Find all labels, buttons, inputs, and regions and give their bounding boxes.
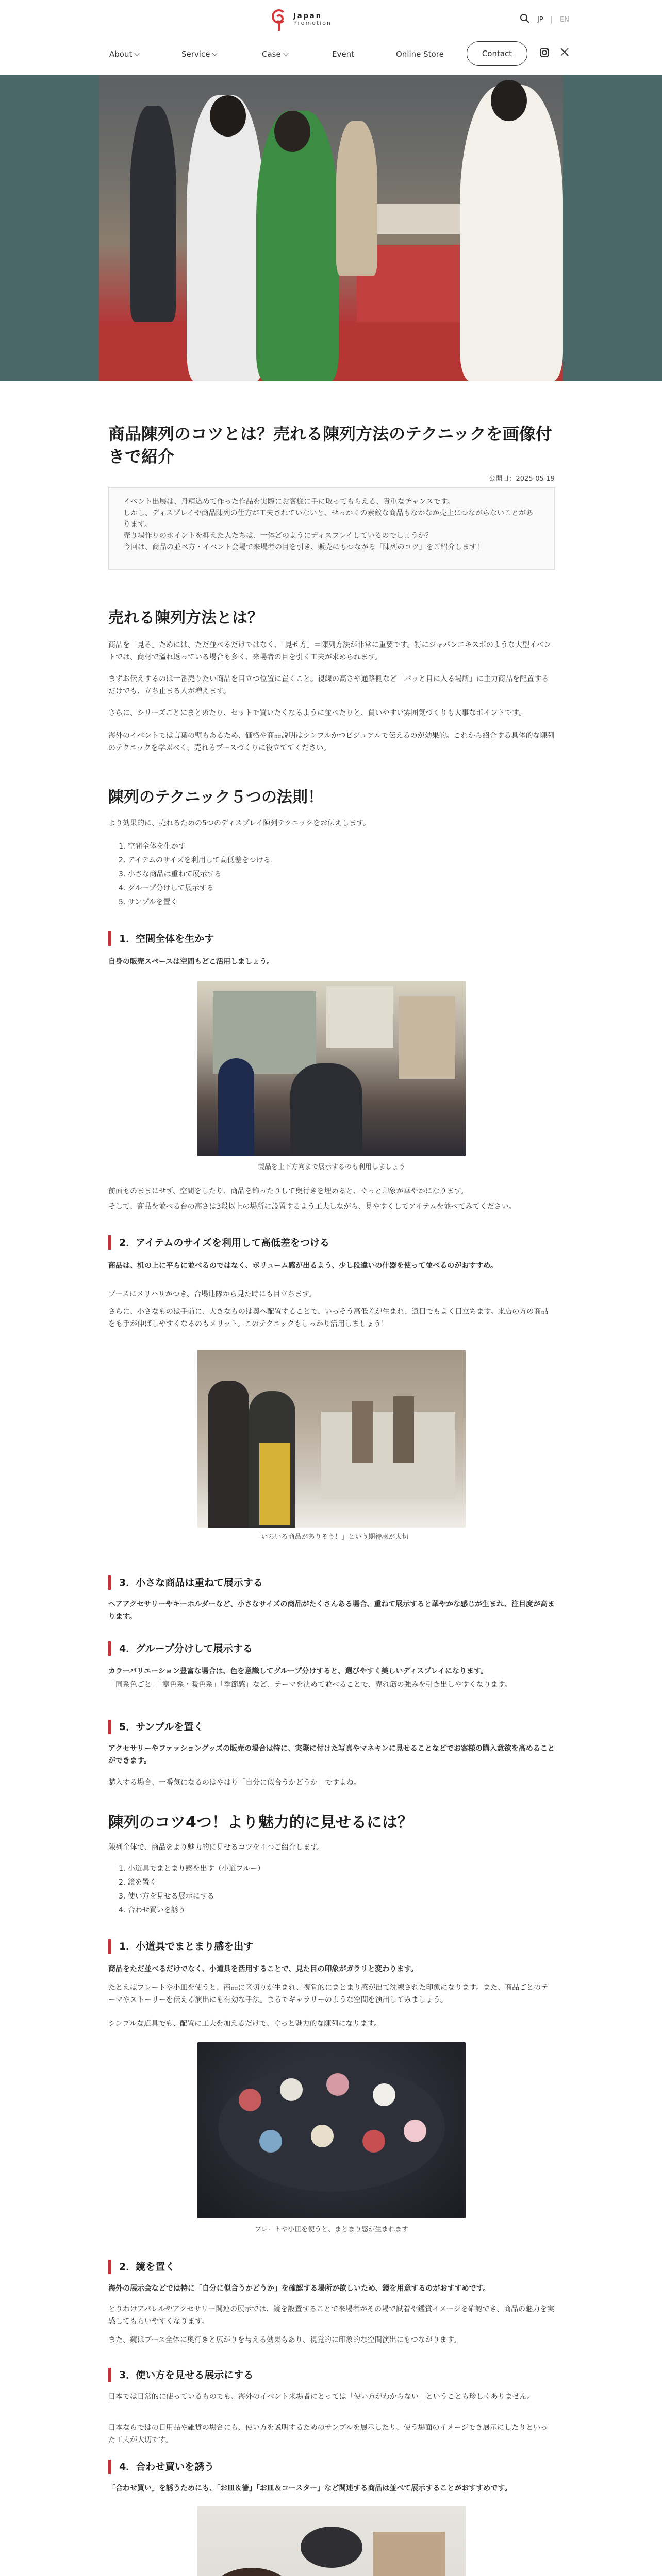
paragraph: 日本ならではの日用品や雑貨の場合にも、使い方を説明するためのサンプルを展示したり、使う場面のイメージでき展示にしたりといった工夫が大切です。 — [108, 2424, 548, 2444]
paragraph: また、鏡はブース全体に奥行きと広がりを与える効果もあり、視覚的に印象的な空間演出にもつながります。 — [108, 2336, 461, 2344]
technique-heading-5: 5．サンプルを置く — [108, 1720, 555, 1734]
logo-line2: Promotion — [293, 20, 332, 27]
paragraph: 日本では日常的に使っているものでも、海外のイベント来場者にとっては「使い方がわからない」ということも珍しくありません。 — [108, 2393, 535, 2401]
header-utilities — [520, 13, 569, 26]
lead-text: 海外の展示会などでは特に「自分に似合うかどうか」を確認する場所が欲しいため、鏡を用意するのがおすすめです。 — [108, 2284, 490, 2293]
paragraph: 海外のイベントでは言葉の壁もあるため、価格や商品説明はシンプルかつビジュアルで伝えるのが効果的。これから紹介する具体的な陳列のテクニックを学ぶべく、売れるブースづくりに役立ててください。 — [108, 732, 555, 752]
photo-booth-wall — [197, 981, 466, 1156]
technique-heading-2: 2．アイテムのサイズを利用して高低差をつける — [108, 1235, 555, 1250]
tip-heading-2: 2．鏡を置く — [108, 2260, 555, 2274]
technique-heading-1: 1．空間全体を生かす — [108, 931, 555, 946]
list-item: 1. 小道具でまとまり感を出す（小道プルー） — [119, 1865, 265, 1873]
list-item: 2. 鏡を置く — [119, 1878, 157, 1887]
lead-text: 商品は、机の上に平らに並べるのではなく、ボリューム感が出るよう、少し段違いの什器を使って並べるのがおすすめ。 — [108, 1262, 498, 1270]
lang-en-link[interactable]: EN — [560, 15, 569, 24]
paragraph: とりわけアパレルやアクセサリー関連の展示では、鏡を設置することで来場者がその場で試着や鑑賞イメージを確認でき、商品の魅力を実感してもらいやすくなります。 — [108, 2305, 555, 2326]
nav-event[interactable]: Event — [332, 49, 354, 59]
lead-text: 自身の販売スペースは空間もどこ活用しましょう。 — [108, 958, 274, 966]
photo-plates-display — [197, 2042, 466, 2218]
nav-online-store[interactable]: Online Store — [396, 49, 444, 59]
image-caption: プレートや小皿を使うと、まとまり感が生まれます — [254, 2226, 409, 2233]
paragraph: まずお伝えするのは一番売りたい商品を目立つ位置に置くこと。視線の高さや通路側など「パッと目に入る場所」に主力商品を配置するだけでも、立ち止まる人が増えます。 — [108, 675, 549, 696]
intro-box: イベント出展は、丹精込めて作った作品を実際にお客様に手に取ってもらえる、貴重なチャンスです。 しかし、ディスプレイや商品陳列の仕方が工夫されていないと、せっかくの素敵な商品もなかなか売上につながらないことがあります。 売り場作りのポイントを抑えた人たちは、一体どのようにディスプレイしているのでしょうか？ 今回は、商品の並べ方・イベント会場で来場者の目を引き、販売にもつながる「陳列のコツ」をご紹介します！ — [108, 487, 555, 570]
x-twitter-icon[interactable] — [560, 47, 569, 59]
lang-divider: | — [550, 15, 553, 24]
logo-line1: Japan — [293, 12, 322, 21]
chevron-down-icon — [283, 50, 288, 56]
technique-heading-4: 4．グループ分けして展示する — [108, 1641, 555, 1656]
contact-button[interactable]: Contact — [467, 41, 527, 66]
section-heading-2: 陳列のテクニック５つの法則！ — [108, 788, 323, 806]
hero-banner — [0, 75, 662, 381]
paragraph: ブースにメリハリがつき、合場連隊から見た時にも目立ちます。 — [108, 1290, 316, 1298]
list-item: 3. 小さな商品は重ねて展示する — [119, 870, 222, 878]
published-date: 公開日：2025-05-19 — [489, 475, 555, 483]
lead-text: 商品をただ並べるだけでなく、小道具を活用することで、見た目の印象がガラリと変わります。 — [108, 1965, 418, 1973]
chevron-down-icon — [212, 50, 218, 56]
paragraph: たとえばプレートや小皿を使うと、商品に区切りが生まれ、視覚的にまとまり感が出て洗練された印象になります。また、商品ごとのテーマやストーリーを伝える演出にも有効な手法。まるでギャラリーのような空間を演出してみましょう。 — [108, 1984, 549, 2004]
technique-list — [119, 840, 552, 909]
nav-service[interactable]: Service — [181, 49, 217, 59]
paragraph: より効果的に、売れるための5つのディスプレイ陳列テクニックをお伝えします。 — [108, 819, 371, 827]
site-header — [0, 0, 662, 75]
tip-heading-1: 1．小道具でまとまり感を出す — [108, 1939, 555, 1954]
nav-case[interactable]: Case — [262, 49, 288, 59]
lang-ja-link[interactable]: JP — [537, 15, 543, 24]
chevron-down-icon — [135, 50, 140, 56]
image-caption: 製品を上下方向まで展示するのも利用しましょう — [257, 1163, 405, 1171]
paragraph: そして、商品を並べる台の高さは3段以上の場所に設置するよう工夫しながら、見やすくしてアイテムを並べてみてください。 — [108, 1202, 516, 1211]
photo-tiered-display — [197, 1350, 466, 1528]
paragraph: 陳列全体で、商品をより魅力的に見せるコツを４つご紹介します。 — [108, 1843, 324, 1852]
photo-set-display — [197, 2506, 466, 2576]
hero-photo — [99, 75, 563, 381]
paragraph: さらに、小さなものは手前に、大きなものは奥へ配置することで、いっそう高低差が生まれ、遠目でもよく目立ちます。来店の方の商品をも手が伸ばしやすくなるのもメリット。このテクニックもしっかり活用しましょう！ — [108, 1308, 549, 1328]
paragraph: 「同系色ごと」「寒色系・暖色系」「季節感」など、テーマを決めて並べることで、売れ筋の強みを引き出しやすくなります。 — [108, 1681, 512, 1689]
paragraph: シンプルな道具でも、配置に工夫を加えるだけで、ぐっと魅力的な陳列になります。 — [108, 2020, 382, 2028]
list-item: 3. 使い方を見せる展示にする — [119, 1892, 214, 1901]
paragraph: 前面ものままにせず、空間をしたり、商品を飾ったりして奥行きを埋めると、ぐっと印象が華やかになります。 — [108, 1187, 468, 1195]
tips-list — [119, 1862, 552, 1918]
paragraph: 購入する場合、一番気になるのはやはり「自分に似合うかどうか」ですよね。 — [108, 1778, 361, 1787]
list-item: 4. 合わせ買いを誘う — [119, 1906, 186, 1914]
paragraph: さらに、シリーズごとにまとめたり、セットで買いたくなるように並べたりと、買いやすい雰囲気づくりも大事なポイントです。 — [108, 709, 526, 717]
technique-heading-3: 3．小さな商品は重ねて展示する — [108, 1575, 555, 1590]
paragraph: カラーバリエーション豊富な場合は、色を意識してグループ分けすると、選びやすく美しいディスプレイになります。 — [108, 1667, 488, 1675]
logo-mark-icon — [271, 7, 288, 32]
site-logo[interactable] — [271, 5, 394, 34]
lead-text: アクセサリーやファッショングッズの販売の場合は特に、実際に付けた写真やマネキンに見せることなどでお客様の購入意欲を高めることができます。 — [108, 1744, 555, 1765]
list-item: 4. グループ分けして展示する — [119, 884, 214, 892]
list-item: 2. アイテムのサイズを利用して高低差をつける — [119, 856, 271, 865]
search-icon[interactable] — [520, 13, 530, 26]
image-caption: 「いろいろ商品がありそう！」という期待感が大切 — [254, 1533, 409, 1541]
list-item: 1. 空間全体を生かす — [119, 842, 186, 851]
instagram-icon[interactable] — [539, 47, 550, 60]
paragraph: 商品を「見る」ためには、ただ並べるだけではなく、「見せ方」＝陳列方法が非常に重要です。特にジャパンエキスポのような大型イベントでは、商材で溢れ返っている場合も多く、来場者の目を引く工夫が求められます。 — [108, 641, 552, 662]
list-item: 5. サンプルを置く — [119, 898, 178, 906]
paragraph: ヘアアクセサリーやキーホルダーなど、小さなサイズの商品がたくさんある場合、重ねて展示すると華やかな感じが生まれ、注目度が高まります。 — [108, 1600, 555, 1621]
section-heading-3: 陳列のコツ4つ！より魅力的に見せるには？ — [108, 1814, 413, 1832]
lead-text: 「合わせ買い」を誘うためにも、「お皿＆箸」「お皿＆コースター」など関連する商品は並べて展示することがおすすめです。 — [108, 2484, 512, 2493]
article-title: 商品陳列のコツとは？売れる陳列方法のテクニックを画像付きで紹介 — [108, 424, 552, 466]
section-heading-1: 売れる陳列方法とは？ — [108, 609, 263, 627]
tip-heading-4: 4．合わせ買いを誘う — [108, 2460, 555, 2474]
nav-about[interactable]: About — [109, 49, 139, 59]
tip-heading-3: 3．使い方を見せる展示にする — [108, 2368, 555, 2382]
